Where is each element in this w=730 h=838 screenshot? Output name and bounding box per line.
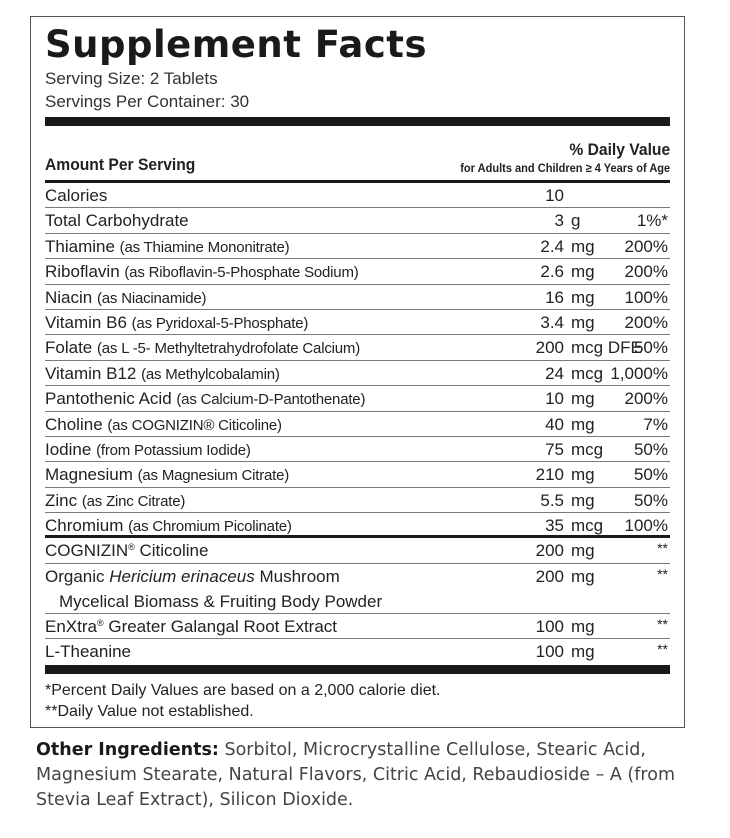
nutrient-label: Thiamine (45, 236, 115, 256)
blend-amount (512, 538, 595, 563)
nutrient-label: Vitamin B12 (45, 363, 137, 383)
amount-unit: mcg (571, 363, 604, 383)
nutrient-source: (as Calcium-D-Pantothenate) (176, 391, 366, 409)
table-row (45, 386, 670, 411)
nutrient-amount (512, 412, 595, 437)
amount-unit: mg (571, 465, 595, 485)
nutrient-source: (as Thiamine Mononitrate) (119, 238, 290, 256)
blend-label: Organic (45, 566, 110, 586)
registered-mark: ® (96, 617, 104, 628)
table-row (45, 234, 670, 259)
nutrient-label: Calories (45, 186, 108, 205)
amount-value: 16 (545, 287, 564, 307)
amount-unit: g (571, 211, 581, 231)
table-row (45, 538, 670, 563)
daily-value: 50% (633, 439, 668, 459)
amount-value: 24 (545, 363, 564, 383)
daily-value-subtitle: for Adults and Children ≥ 4 Years of Age (460, 161, 670, 175)
daily-value: 50% (633, 465, 668, 485)
nutrient-amount (512, 462, 595, 487)
nutrient-label: Magnesium (45, 465, 133, 485)
daily-value: 100% (624, 287, 668, 307)
amount-unit: mg (571, 312, 595, 332)
daily-value: ** (657, 565, 668, 582)
nutrient-amount (512, 361, 603, 386)
nutrient-label: Choline (45, 414, 103, 434)
table-row (45, 462, 670, 487)
nutrient-name (45, 259, 359, 285)
nutrient-amount (512, 234, 595, 259)
amount-unit: mcg DFE (571, 338, 642, 358)
daily-value: ** (657, 615, 668, 632)
nutrient-name (45, 335, 360, 361)
amount-value: 100 (535, 616, 564, 636)
nutrient-source: (from Potassium Iodide) (96, 441, 251, 459)
blend-amount (512, 564, 595, 589)
nutrient-amount (512, 310, 595, 335)
amount-value: 200 (535, 338, 564, 358)
blend-label: COGNIZIN (45, 541, 129, 561)
amount-unit: mg (571, 287, 595, 307)
blend-label-rest: Mushroom (254, 566, 340, 586)
table-row (45, 183, 670, 208)
nutrient-amount (512, 488, 595, 513)
blend-label-rest: Citicoline (134, 541, 209, 561)
amount-unit: mg (571, 541, 595, 561)
footnotes (45, 674, 670, 722)
thick-divider (45, 117, 670, 126)
daily-value-header (442, 140, 670, 176)
amount-unit: mg (571, 616, 595, 636)
table-row (45, 513, 670, 538)
amount-value: 2.6 (540, 262, 564, 282)
other-ingredients-label: Other Ingredients: (36, 740, 219, 760)
amount-value: 3.4 (540, 312, 564, 332)
footnote-percent: *Percent Daily Values are based on a 2,000 calorie diet. (45, 681, 441, 699)
amount-unit: mg (571, 389, 595, 409)
blend-name (45, 538, 208, 563)
nutrient-source: (as L -5- Methyltetrahydrofolate Calcium) (96, 340, 360, 358)
amount-value: 35 (545, 516, 564, 536)
amount-unit: mg (571, 642, 595, 662)
servings-per-container: Servings Per Container: 30 (45, 92, 250, 111)
nutrient-source: (as COGNIZIN® Citicoline) (107, 416, 282, 434)
blend-name (45, 614, 337, 639)
nutrient-name (45, 234, 289, 260)
nutrient-label: Niacin (45, 287, 93, 307)
nutrient-amount (512, 208, 580, 233)
nutrient-label: Total Carbohydrate (45, 211, 189, 231)
amount-value: 2.4 (540, 236, 564, 256)
nutrient-label: Riboflavin (45, 262, 120, 282)
amount-value: 5.5 (540, 490, 564, 510)
table-row (45, 614, 670, 639)
table-row (45, 412, 670, 437)
facts-title: Supplement Facts (45, 23, 428, 66)
daily-value: 200% (624, 262, 668, 282)
nutrient-list (45, 183, 670, 538)
table-row (45, 488, 670, 513)
blend-label-line2: Mycelical Biomass & Fruiting Body Powder (59, 591, 383, 611)
amount-unit: mg (571, 566, 595, 586)
nutrient-name (45, 513, 292, 539)
nutrient-label: Chromium (45, 516, 124, 536)
amount-value: 10 (545, 186, 564, 205)
blend-species: Hericium erinaceus (109, 566, 255, 586)
daily-value: 1%* (636, 211, 668, 231)
blend-label-rest: Greater Galangal Root Extract (103, 616, 338, 636)
nutrient-amount (512, 259, 595, 284)
table-row (45, 259, 670, 284)
nutrient-name (45, 361, 280, 387)
nutrient-label: Folate (45, 338, 93, 358)
nutrient-name (45, 462, 289, 488)
amount-unit: mg (571, 262, 595, 282)
daily-value: 1,000% (610, 363, 668, 383)
daily-value: 200% (624, 389, 668, 409)
daily-value: 50% (633, 490, 668, 510)
nutrient-name (45, 310, 308, 336)
amount-value: 3 (554, 211, 564, 231)
table-row (45, 208, 670, 233)
serving-size: Serving Size: 2 Tablets (45, 69, 218, 88)
amount-per-serving-label: Amount Per Serving (45, 155, 196, 174)
footnote-not-established: **Daily Value not established. (45, 702, 254, 720)
amount-unit: mg (571, 414, 595, 434)
amount-unit: mcg (571, 516, 604, 536)
nutrient-name (45, 437, 251, 463)
nutrient-name (45, 386, 365, 412)
daily-value: 50% (633, 338, 668, 358)
supplement-facts-panel (30, 16, 685, 728)
daily-value: ** (657, 641, 668, 658)
table-row (45, 285, 670, 310)
other-ingredients (36, 738, 696, 813)
nutrient-amount (512, 285, 595, 310)
daily-value: ** (657, 540, 668, 557)
facts-content (45, 17, 670, 722)
thick-divider (45, 665, 670, 674)
table-row (45, 335, 670, 360)
nutrient-name (45, 208, 189, 234)
blend-label: EnXtra (45, 616, 97, 636)
nutrient-amount (512, 513, 603, 538)
daily-value: 200% (624, 236, 668, 256)
nutrient-name (45, 488, 185, 514)
blend-name (45, 564, 475, 614)
nutrient-name (45, 183, 107, 209)
nutrient-label: Iodine (45, 439, 92, 459)
amount-value: 40 (545, 414, 564, 434)
amount-unit: mg (571, 236, 595, 256)
blend-amount (512, 639, 595, 664)
nutrient-source: (as Chromium Picolinate) (128, 518, 292, 536)
amount-unit: mcg (571, 439, 604, 459)
nutrient-label: Vitamin B6 (45, 312, 127, 332)
daily-value-title: % Daily Value (569, 140, 670, 159)
amount-value: 200 (535, 566, 564, 586)
nutrient-source: (as Riboflavin-5-Phosphate Sodium) (124, 264, 359, 282)
table-row (45, 639, 670, 664)
nutrient-source: (as Pyridoxal-5-Phosphate) (131, 314, 309, 332)
table-row (45, 361, 670, 386)
table-row (45, 310, 670, 335)
nutrient-amount (512, 437, 603, 462)
nutrient-source: (as Magnesium Citrate) (137, 467, 290, 485)
amount-value: 75 (545, 439, 564, 459)
blend-label: L-Theanine (45, 642, 132, 662)
table-row (45, 437, 670, 462)
amount-value: 200 (535, 541, 564, 561)
nutrient-source: (as Methylcobalamin) (141, 365, 280, 383)
other-ingredients-text: Sorbitol, Microcrystalline Cellulose, Stearic Acid, Magnesium Stearate, Natural Flavors, Citric Acid, Rebaudioside – A (from Stevia Leaf Extract), Silicon Dioxide. (36, 740, 675, 810)
nutrient-source: (as Niacinamide) (96, 289, 207, 307)
table-header (45, 126, 670, 183)
amount-value: 100 (535, 642, 564, 662)
nutrient-label: Pantothenic Acid (45, 389, 172, 409)
blend-list (45, 538, 670, 664)
nutrient-amount (512, 335, 642, 360)
amount-unit: mg (571, 490, 595, 510)
daily-value: 100% (624, 516, 668, 536)
nutrient-amount (512, 386, 595, 411)
registered-mark: ® (128, 542, 135, 553)
amount-value: 210 (535, 465, 564, 485)
nutrient-amount (512, 183, 571, 208)
table-row (45, 564, 670, 614)
daily-value: 200% (624, 312, 668, 332)
nutrient-name (45, 285, 206, 311)
nutrient-source: (as Zinc Citrate) (81, 492, 186, 510)
blend-name (45, 639, 131, 664)
nutrient-name (45, 412, 282, 438)
daily-value: 7% (643, 414, 668, 434)
amount-value: 10 (545, 389, 564, 409)
nutrient-label: Zinc (45, 490, 78, 510)
blend-amount (512, 614, 595, 639)
